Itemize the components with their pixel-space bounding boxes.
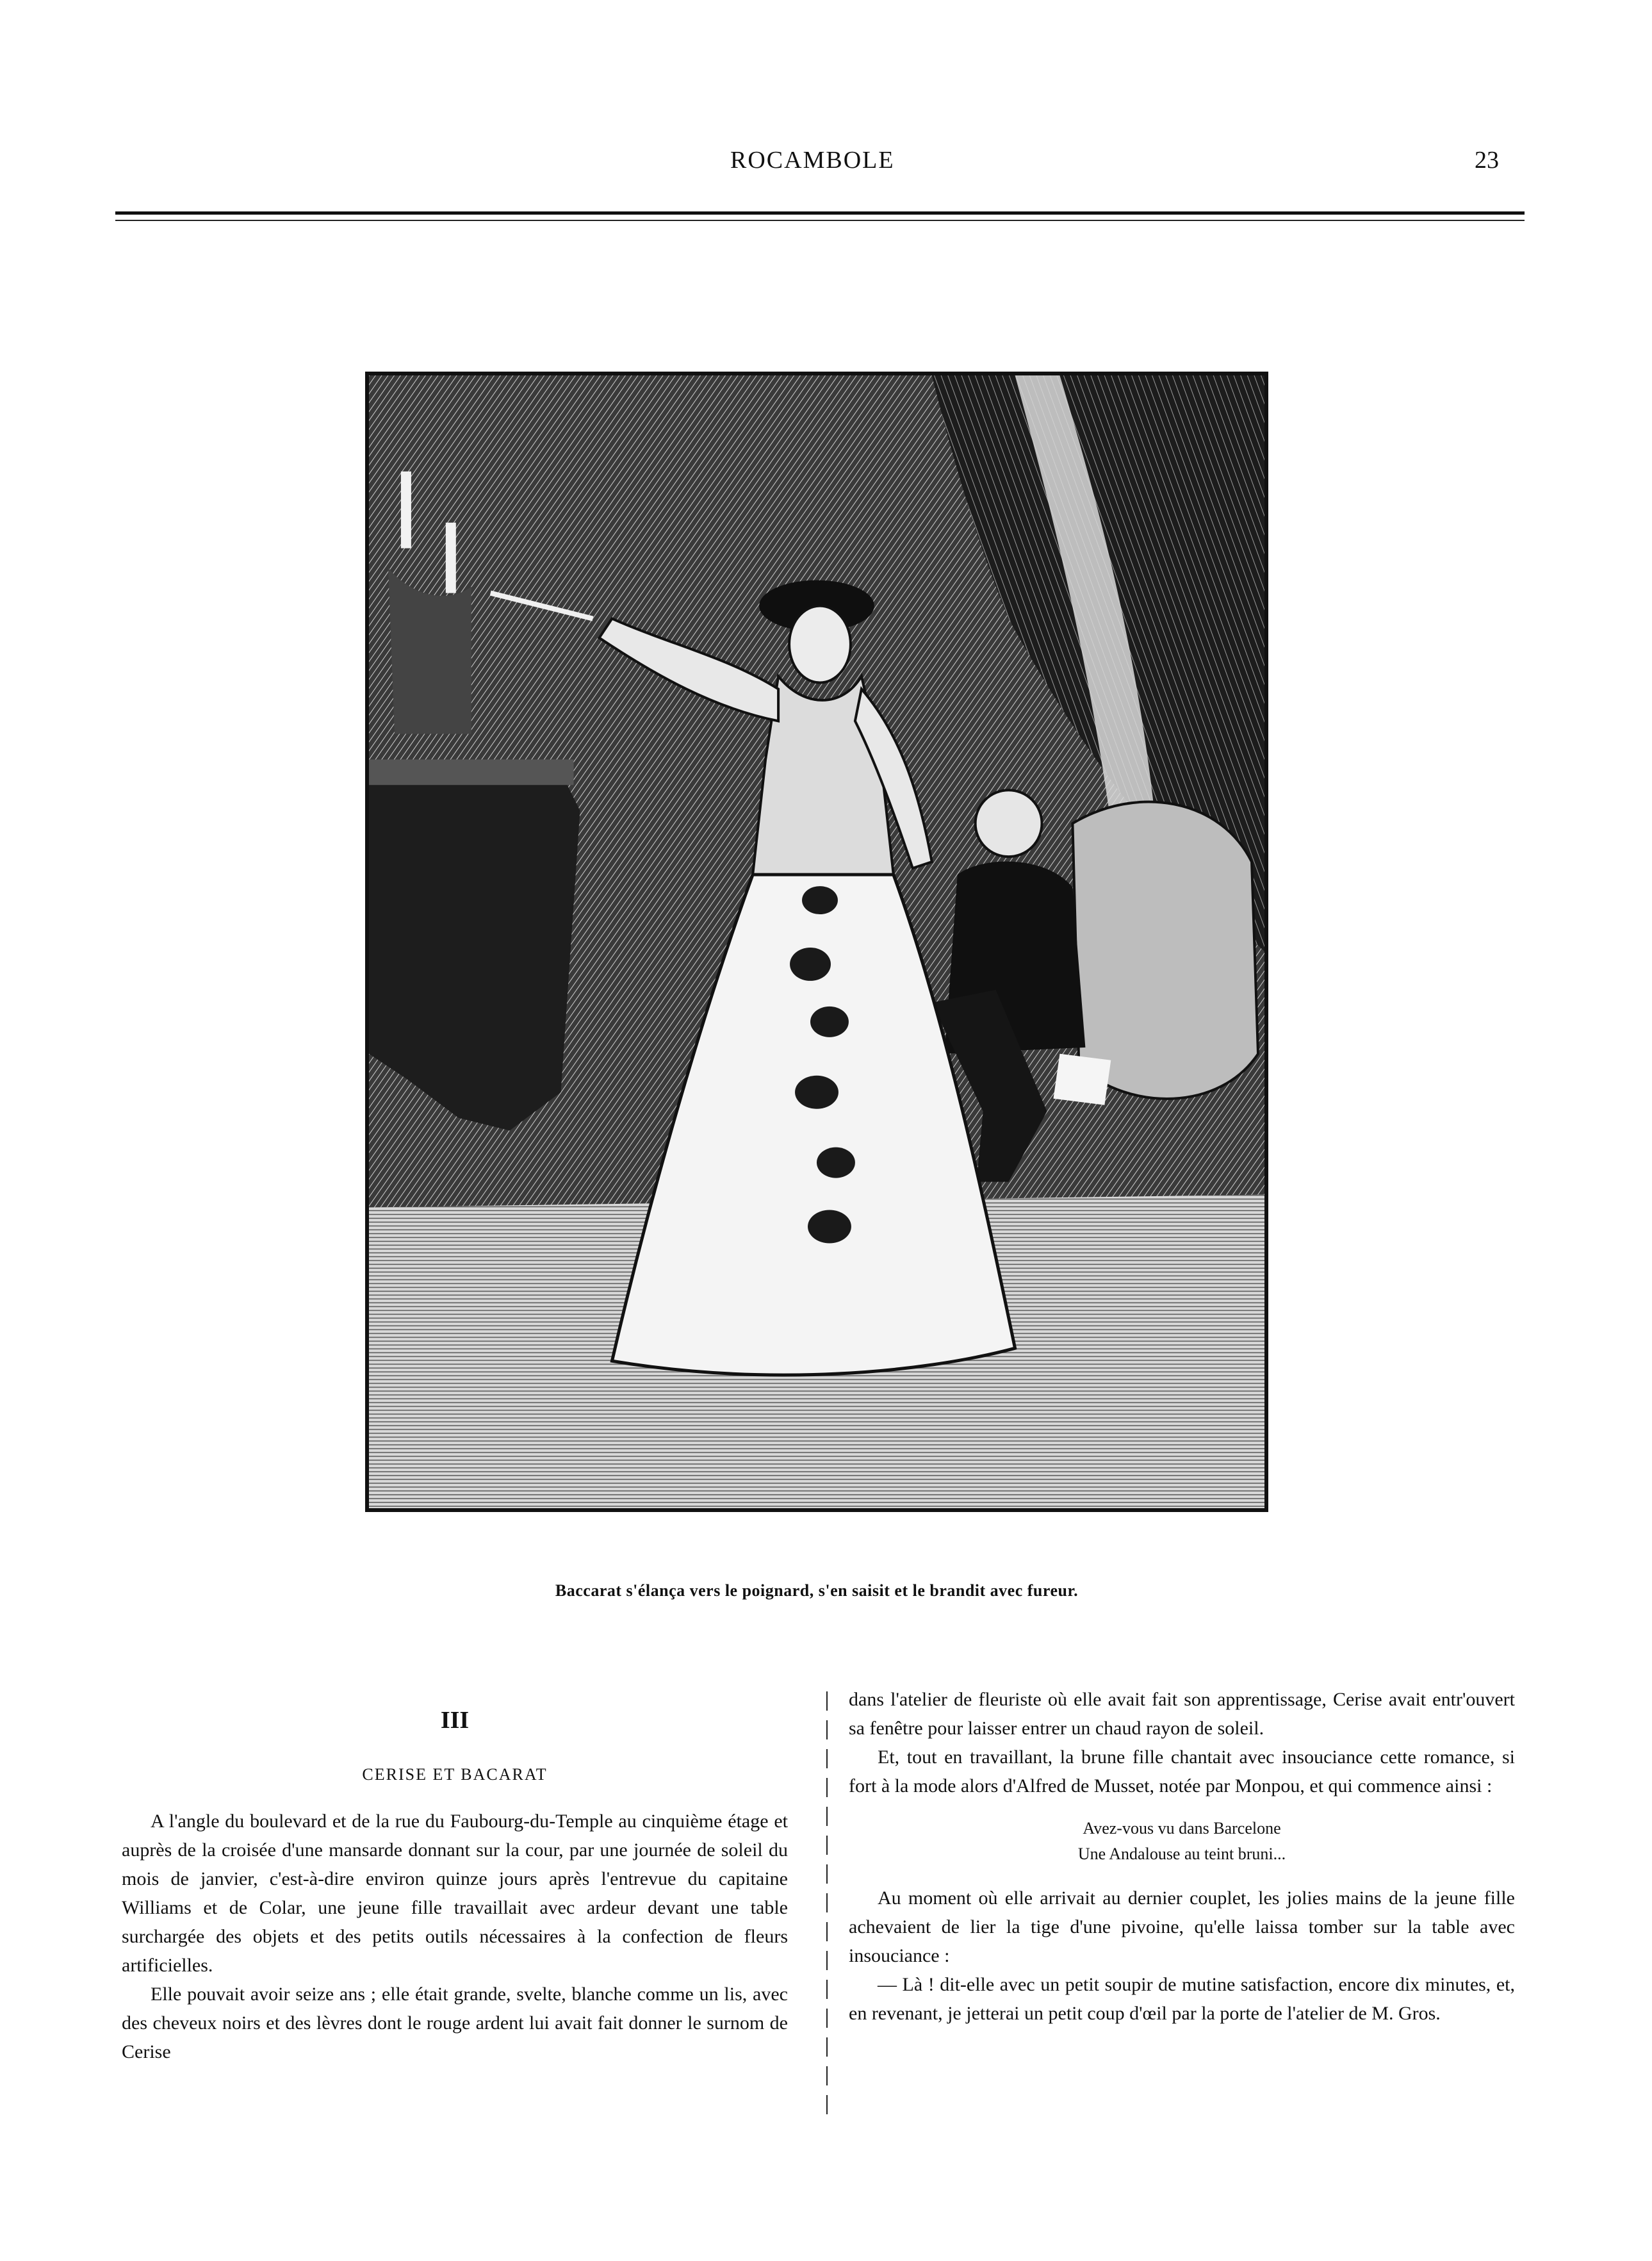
paragraph: A l'angle du boulevard et de la rue du Faubourg-du-Temple au cinquième étage et auprès de la croisée d'une mansarde donnant sur la cour, par une journée de soleil du mois de janvier, c'est-à-dire environ quinze jours après l'entrevue du capitaine Williams et de Colar, une jeune fille travaillait avec ardeur devant une table surchargée des objets et des petits outils nécessaires à la confection de fleurs artificielles.: [122, 1811, 788, 1976]
header-rule-thin: [115, 220, 1525, 221]
paragraph-continued: dans l'atelier de fleuriste où elle avait fait son apprentissage, Cerise avait entr'ouvert sa fenêtre pour laisser entrer un chaud rayon de soleil.: [849, 1689, 1515, 1739]
column-divider: [826, 1691, 828, 2114]
paragraph: Au moment où elle arrivait au dernier couplet, les jolies mains de la jeune fille achevaient de lier la tige d'une pivoine, qu'elle laissa tomber sur la table avec insouciance :: [849, 1887, 1515, 1966]
paragraph: — Là ! dit-elle avec un petit soupir de mutine satisfaction, encore dix minutes, et, en revenant, je jetterai un petit coup d'œil par la porte de l'atelier de M. Gros.: [849, 1974, 1515, 2024]
running-head: [115, 146, 1525, 185]
header-rule-thick: [115, 211, 1525, 215]
engraving-illustration: [365, 372, 1268, 1512]
running-title: ROCAMBOLE: [730, 147, 895, 174]
engraving-drawing: [369, 375, 1264, 1508]
right-column: [849, 1685, 1515, 2028]
verse-line: Une Andalouse au teint bruni...: [1077, 1845, 1286, 1863]
song-verse: [849, 1816, 1515, 1867]
chapter-number: III: [440, 1707, 470, 1734]
illustration-caption: Baccarat s'élança vers le poignard, s'en saisit et le brandit avec fureur.: [555, 1581, 1079, 1600]
page-number: 23: [1475, 147, 1499, 174]
paragraph: Elle pouvait avoir seize ans ; elle était grande, svelte, blanche comme un lis, avec des cheveux noirs et des lèvres dont le rouge ardent lui avait fait donner le surnom de Cerise: [122, 1984, 788, 2062]
verse-line: Avez-vous vu dans Barcelone: [1083, 1819, 1281, 1838]
left-column: [122, 1704, 788, 2066]
paragraph: Et, tout en travaillant, la brune fille chantait avec insouciance cette romance, si fort à la mode alors d'Alfred de Musset, notée par Monpou, et qui commence ainsi :: [849, 1747, 1515, 1796]
chapter-title: CERISE ET BACARAT: [362, 1765, 548, 1784]
